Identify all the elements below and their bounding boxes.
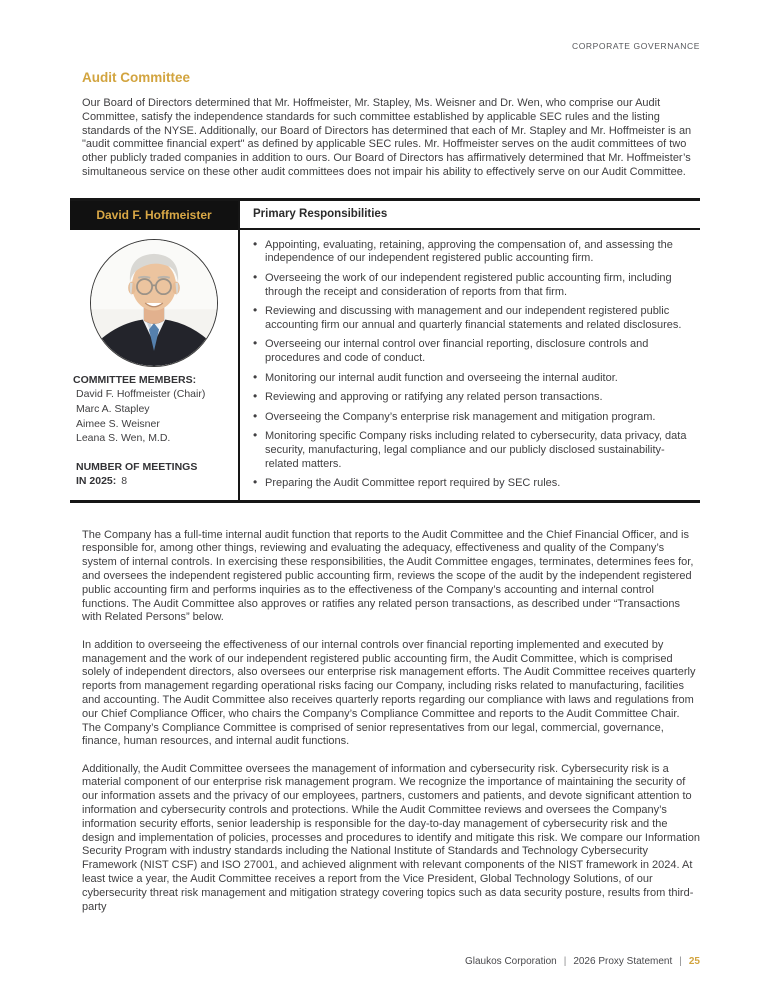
meetings-label-line2: IN 2025: <box>76 475 117 488</box>
running-header: CORPORATE GOVERNANCE <box>571 41 700 51</box>
responsibility-item: • Overseeing the Company’s enterprise risk management and mitigation program. <box>253 411 690 425</box>
responsibility-item: • Reviewing and approving or ratifying any related person transactions. <box>253 391 690 405</box>
footer-separator: | <box>679 956 682 967</box>
responsibilities-column <box>240 201 700 500</box>
portrait-illustration <box>91 240 217 366</box>
responsibility-item: • Preparing the Audit Committee report required by SEC rules. <box>253 477 690 491</box>
responsibility-item: • Overseeing our internal control over financial reporting, disclosure controls and procedures and code of conduct. <box>253 338 690 365</box>
member-photo <box>90 239 218 367</box>
responsibilities-header: Primary Responsibilities <box>240 201 700 230</box>
committee-summary-column <box>70 201 240 500</box>
responsibility-item: • Appointing, evaluating, retaining, approving the compensation of, and assessing the independence of our independent registered public accounting firm. <box>253 239 690 266</box>
page-footer <box>465 956 700 967</box>
committee-members-list <box>73 387 230 445</box>
member-name: Leana S. Wen, M.D. <box>76 432 171 445</box>
body-paragraph: In addition to overseeing the effectiveness of our internal controls over financial reporting implemented and executed by management and the work of our independent registered public accounting firm, the Audit Committee, which is comprised solely of independent directors, also oversees our enterprise risk management efforts. The Audit Committee receives quarterly reports from management regarding operational risks facing our Company, including risks related to manufacturing, facilities and accounting. The Audit Committee also receives quarterly reports regarding our compliance with laws and regulations from our Chief Compliance Officer, who chairs the Company’s Compliance Committee and reports to the Audit Committee Chair. The Company’s Compliance Committee is comprised of senior representatives from our legal, commercial, governance, finance, human resources, and internal audit functions. <box>82 638 696 748</box>
footer-separator: | <box>563 956 567 967</box>
committee-members-label: COMMITTEE MEMBERS: <box>73 373 197 386</box>
member-name: David F. Hoffmeister (Chair) <box>76 388 206 401</box>
meetings-block <box>73 460 230 489</box>
committee-members-block <box>70 373 238 489</box>
member-name: Marc A. Stapley <box>76 402 150 415</box>
page-content <box>70 70 700 928</box>
meetings-label-line1: NUMBER OF MEETINGS <box>76 460 198 473</box>
section-title: Audit Committee <box>82 70 190 85</box>
responsibility-item: • Overseeing the work of our independent registered public accounting firm, including through the receipt and consideration of reports from that firm. <box>253 272 690 299</box>
audit-committee-table <box>70 198 700 503</box>
photo-container <box>70 239 238 367</box>
responsibility-item: • Monitoring our internal audit function and overseeing the internal auditor. <box>253 372 690 386</box>
responsibilities-list <box>240 230 700 500</box>
member-name: Aimee S. Weisner <box>76 417 160 430</box>
responsibility-item: • Monitoring specific Company risks including related to cybersecurity, data privacy, data security, manufacturing, legal compliance and our publicly disclosed sustainability-related matters. <box>253 430 690 471</box>
footer-page-number: 25 <box>688 956 700 967</box>
responsibility-item: • Reviewing and discussing with management and our independent registered public accounting firm our annual and quarterly financial statements and related disclosures. <box>253 305 690 332</box>
intro-paragraph: Our Board of Directors determined that Mr. Hoffmeister, Mr. Stapley, Ms. Weisner and Dr. Wen, who comprise our Audit Committee, satisfy the independence standards for such committee established by applicable SEC rules and the listing standards of the NYSE. Additionally, our Board of Directors has determined that each of Mr. Stapley and Mr. Hoffmeister is an "audit committee financial expert" as defined by applicable SEC rules. Mr. Hoffmeister serves on the audit committees of two other publicly traded companies in addition to ours. Our Board of Directors has affirmatively determined that Mr. Hoffmeister’s simultaneous service on these other audit committees does not impair his ability to effectively serve on our Audit Committee. <box>82 97 692 178</box>
chair-name-header: David F. Hoffmeister <box>70 201 238 230</box>
footer-company: Glaukos Corporation <box>464 956 557 967</box>
meetings-count: 8 <box>121 475 128 488</box>
footer-document: 2026 Proxy Statement <box>573 956 673 967</box>
body-paragraph: The Company has a full-time internal audit function that reports to the Audit Committee and the Chief Financial Officer, and is responsible for, among other things, reviewing and evaluating the adequacy, effectiveness and quality of the Company’s system of internal controls. In exercising these responsibilities, the Audit Committee engages, terminates, determines fees for, and oversees the independent registered public accounting firm, reviews the scope of the audit by the independent registered public accounting firm and performs inquiries as to the effectiveness of the Company’s accounting and internal control functions. The Audit Committee also approves or ratifies any related person transactions, as described under “Transactions with Related Persons” below. <box>82 528 694 624</box>
body-paragraph: Additionally, the Audit Committee oversees the management of information and cybersecurity risk. Cybersecurity risk is a material component of our enterprise risk management program. We recognize the importance of maintaining the security of our information assets and the privacy of our employees, partners, customers and patients, and devote significant attention to information and cybersecurity controls and protections. While the Audit Committee reviews and oversees the Company’s information security efforts, senior leadership is responsible for the day-to-day management of cybersecurity risk and the design and implementation of policies, processes and procedures to identify and mitigate this risk. We compare our Information Security Program with industry standards including the National Institute of Standards and Technology Cybersecurity Framework (NIST CSF) and ISO 27001, and achieved alignment with relevant components of the NIST framework in 2024. At least twice a year, the Audit Committee receives a report from the Vice President, Global Technology Solutions, of our cybersecurity threat risk management and mitigation strategy covering topics such as data security posture, results from third-party <box>82 762 700 913</box>
